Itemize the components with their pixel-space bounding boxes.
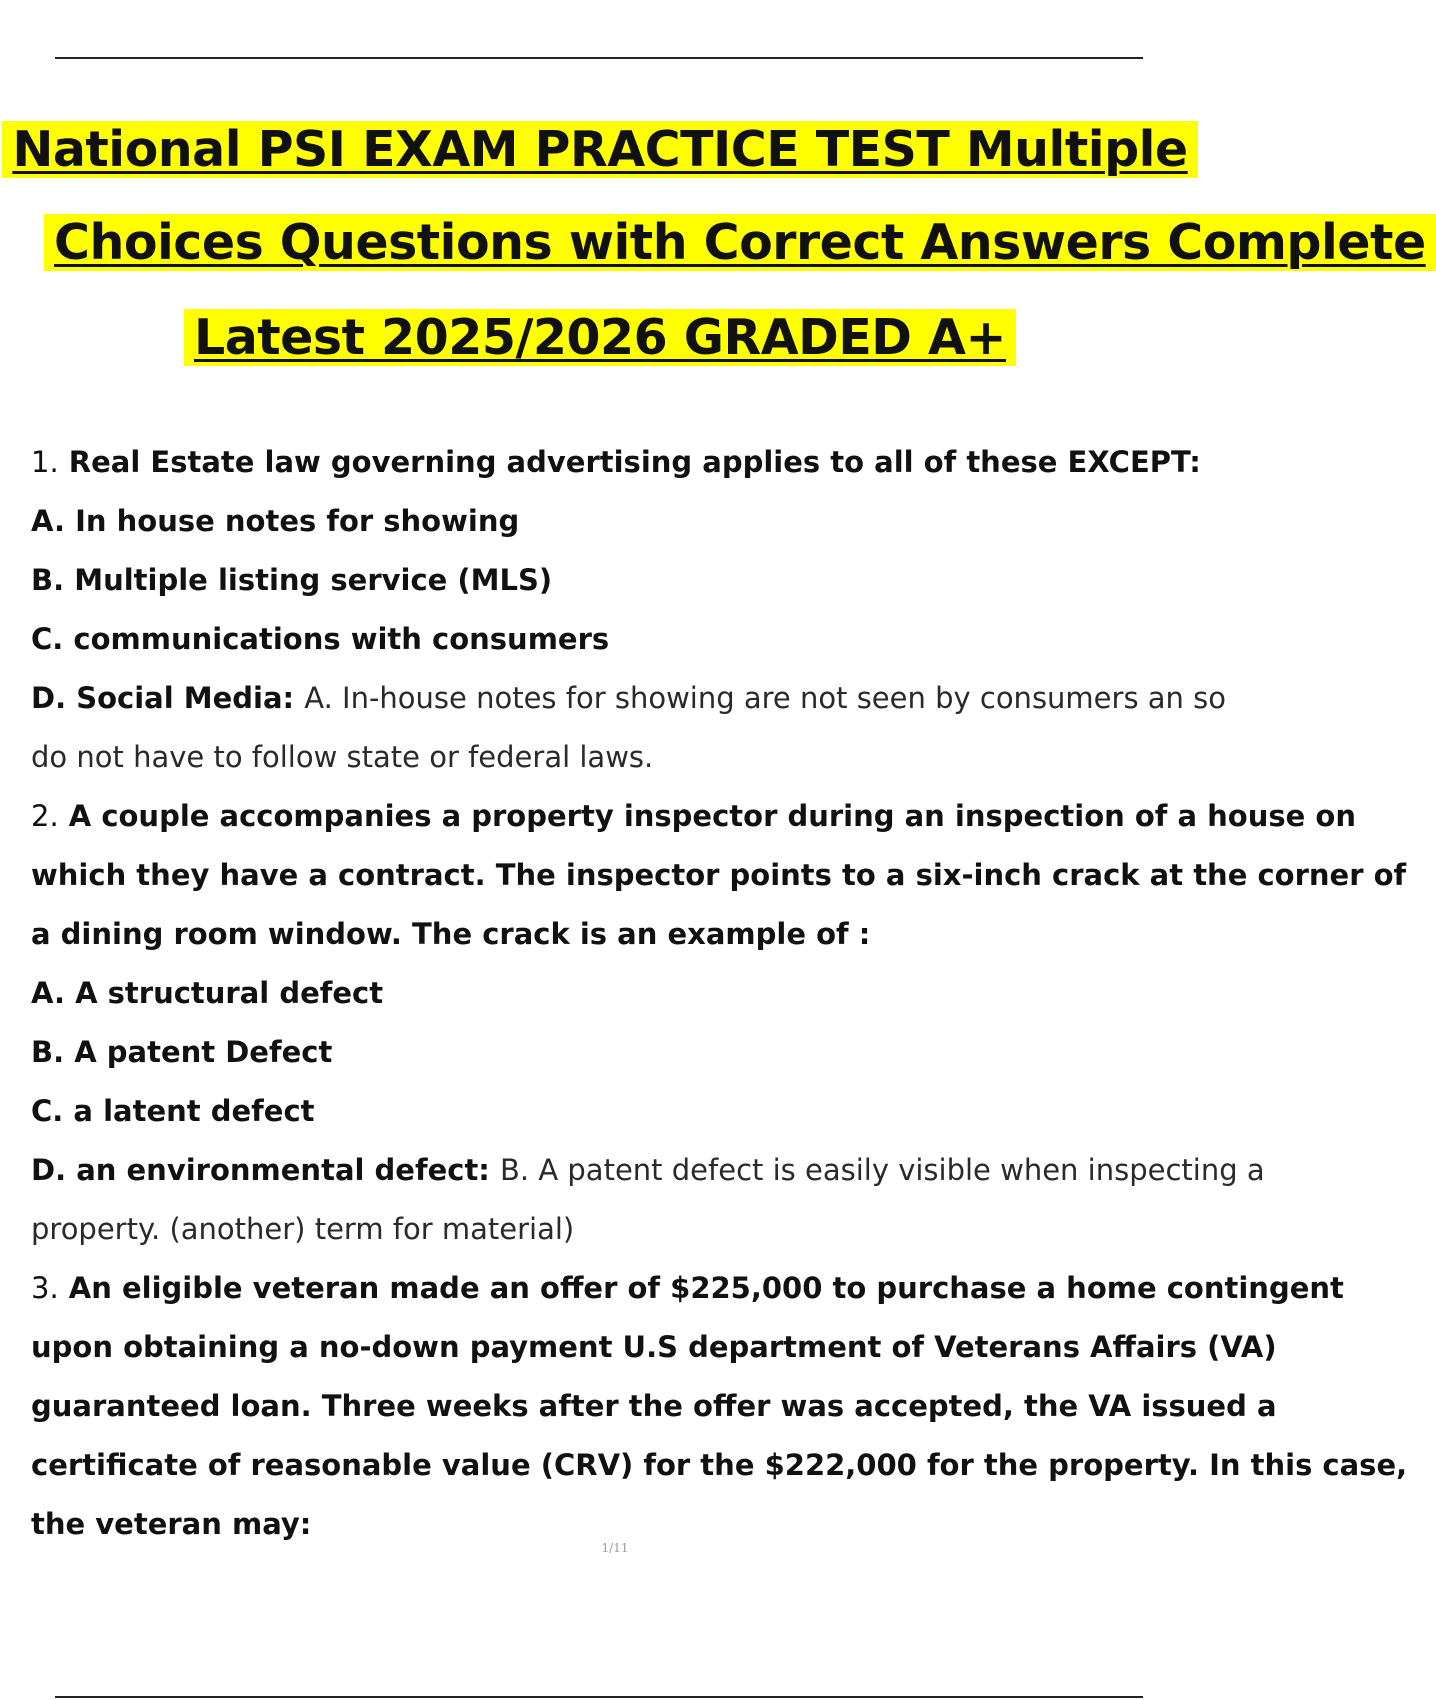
question-number: 1. (31, 445, 59, 479)
question-number: 2. (31, 799, 59, 833)
option-text: A patent Defect (74, 1035, 333, 1069)
question-text-line: which they have a contract. The inspector points to a six-inch crack at the corner of (31, 858, 1407, 892)
bottom-rule (55, 1696, 1143, 1698)
answer-explanation: B. A patent defect is easily visible when inspecting a (500, 1153, 1265, 1187)
option-a (31, 497, 1200, 556)
option-text: A structural defect (75, 976, 384, 1010)
option-b (31, 556, 1200, 615)
question-text: Real Estate law governing advertising applies to all of these EXCEPT: (68, 445, 1201, 479)
option-letter: B. (31, 1035, 65, 1069)
option-letter: A. (31, 504, 65, 538)
question-2 (31, 792, 1356, 851)
document-title-line-1: National PSI EXAM PRACTICE TEST Multiple (0, 119, 1200, 181)
answer-explanation-continued: property. (another) term for material) (31, 1212, 575, 1246)
questions-body (31, 438, 1408, 1559)
question-text-line: a dining room window. The crack is an example of : (31, 917, 871, 951)
question-3 (31, 1264, 1344, 1323)
option-letter: C. (31, 1094, 64, 1128)
question-text-line: upon obtaining a no-down payment U.S department of Veterans Affairs (VA) (31, 1330, 1277, 1364)
option-d (31, 1146, 1265, 1205)
question-text-line: certificate of reasonable value (CRV) for the $222,000 for the property. In this case, (31, 1448, 1408, 1482)
question-1 (31, 438, 1200, 497)
document-title-line-3: Latest 2025/2026 GRADED A+ (0, 307, 1200, 369)
question-text: A couple accompanies a property inspector during an inspection of a house on (68, 799, 1356, 833)
option-c (31, 1087, 1200, 1146)
top-rule (55, 57, 1143, 59)
answer-explanation: A. In-house notes for showing are not seen by consumers an so (304, 681, 1226, 715)
option-text: communications with consumers (73, 622, 610, 656)
option-letter: C. (31, 622, 64, 656)
question-text-line: guaranteed loan. Three weeks after the offer was accepted, the VA issued a (31, 1389, 1277, 1423)
question-text-line: the veteran may: (31, 1507, 312, 1541)
question-text: An eligible veteran made an offer of $225,000 to purchase a home contingent (68, 1271, 1344, 1305)
option-text: Social Media: (76, 681, 295, 715)
option-letter: B. (31, 563, 65, 597)
option-c (31, 615, 1200, 674)
document-title-line-2: Choices Questions with Correct Answers Complete (44, 212, 1244, 274)
option-letter: D. (31, 681, 67, 715)
option-a (31, 969, 1200, 1028)
answer-explanation-continued: do not have to follow state or federal laws. (31, 740, 654, 774)
option-letter: D. (31, 1153, 67, 1187)
option-b (31, 1028, 1200, 1087)
question-number: 3. (31, 1271, 59, 1305)
option-text: In house notes for showing (75, 504, 520, 538)
page-number: 1/11 (601, 1541, 629, 1555)
option-letter: A. (31, 976, 65, 1010)
option-text: Multiple listing service (MLS) (74, 563, 553, 597)
option-d (31, 674, 1226, 733)
option-text: a latent defect (73, 1094, 315, 1128)
option-text: an environmental defect: (76, 1153, 490, 1187)
